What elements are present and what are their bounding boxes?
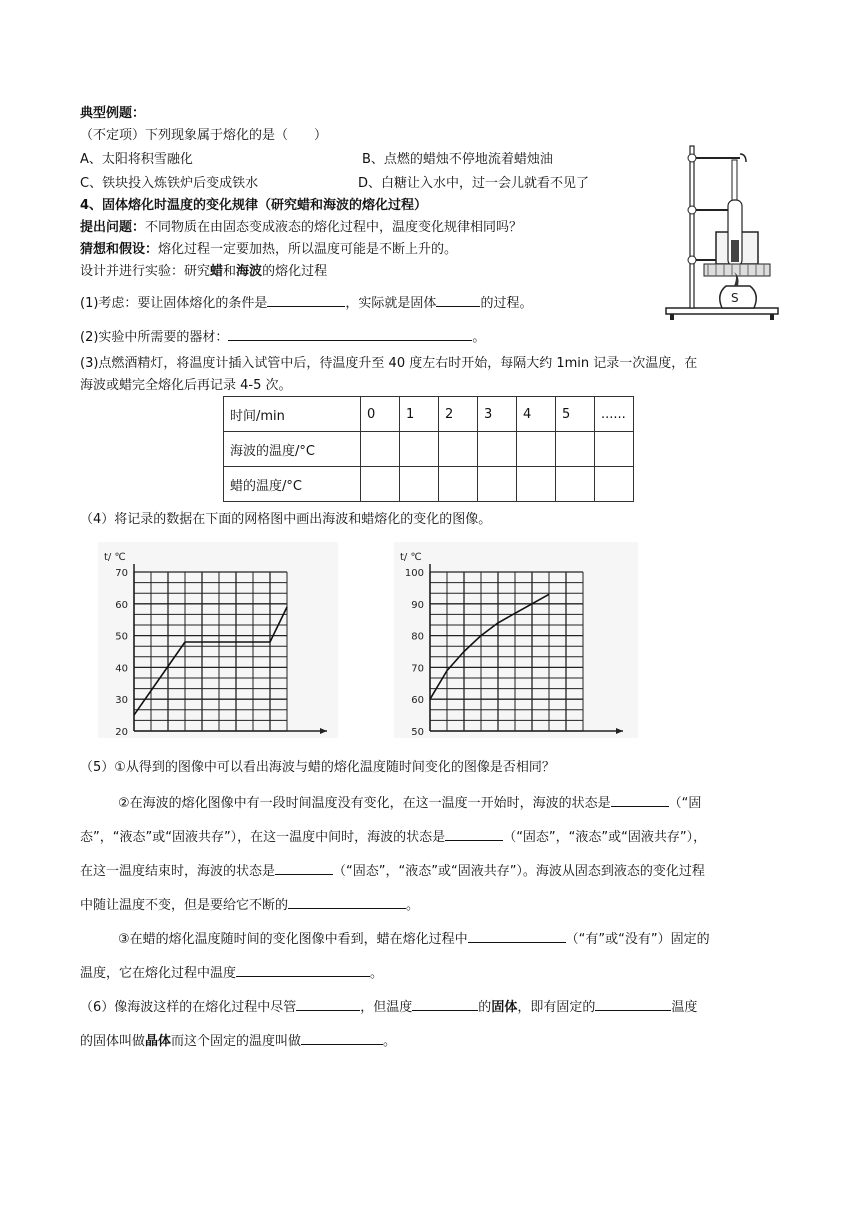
step1-line (80, 292, 532, 314)
q6-crystal: 晶体 (145, 1034, 172, 1049)
step1-text-a: (1)考虑：要让固体熔化的条件是 (80, 296, 268, 311)
hypothesis-text: 熔化过程一定要加热，所以温度可能是不断上升的。 (158, 242, 458, 257)
table-header-cell: ...... (595, 397, 634, 432)
record-table (223, 396, 634, 502)
x-tick-label (267, 737, 273, 738)
y-tick-label: 70 (411, 663, 424, 675)
table-header-cell: 4 (517, 397, 556, 432)
q5-p3-line1 (118, 928, 710, 950)
question-label: 提出问题： (80, 220, 146, 235)
q5-p3-text: 温度，它在熔化过程中温度 (80, 966, 237, 981)
step3-line1: (3)点燃酒精灯，将温度计插入试管中后，待温度升至 40 度左右时开始，每隔大约 1min 记录一次温度，在 (80, 356, 698, 371)
table-cell[interactable] (478, 467, 517, 502)
option-b: B、点燃的蜡烛不停地流着蜡烛油 (362, 152, 553, 167)
step3-line2: 海波或蜡完全熔化后再记录 4-5 次。 (80, 378, 292, 393)
q6-text: 的固体叫做 (80, 1034, 146, 1049)
q6-text: ，即有固定的 (517, 1000, 596, 1015)
table-cell[interactable] (556, 432, 595, 467)
blank-fixed-temp[interactable] (468, 928, 566, 943)
x-tick-label (529, 737, 535, 738)
q5-line1: （5）①从得到的图像中可以看出海波与蜡的熔化温度随时间变化的图像是否相同？ (80, 760, 555, 775)
y-tick-label: 80 (411, 631, 424, 643)
table-row (224, 432, 634, 467)
q5-p2-line2 (80, 826, 706, 848)
design-text: 设计并进行实验：研究 (80, 264, 211, 279)
table-header-cell: 1 (400, 397, 439, 432)
row-label-hypo: 海波的温度/°C (224, 432, 361, 467)
q5-p2-text: 态”，“液态”或“固液共存”），在这一温度中间时，海波的状态是 (80, 830, 446, 845)
y-tick-label: 90 (411, 599, 424, 611)
row-label-wax: 蜡的温度/°C (224, 467, 361, 502)
step2-text: (2)实验中所需要的器材： (80, 330, 229, 345)
q5-p2-text: 。 (406, 898, 420, 913)
y-tick-label: 50 (115, 631, 128, 643)
step2-line (80, 326, 485, 348)
q6-line2 (80, 1030, 396, 1052)
option-c: C、铁块投入炼铁炉后变成铁水 (80, 176, 259, 191)
table-cell[interactable] (439, 467, 478, 502)
table-row (224, 467, 634, 502)
table-cell[interactable] (478, 432, 517, 467)
table-cell[interactable] (439, 432, 478, 467)
table-cell[interactable] (517, 432, 556, 467)
y-tick-label: 20 (115, 727, 128, 738)
table-cell[interactable] (361, 432, 400, 467)
q6-solid: 固体 (491, 1000, 518, 1015)
q5-p2-text: （“固态”，“液态”或“固液共存”）。海波从固态到液态的变化过程 (333, 864, 705, 879)
step1-blank-process[interactable] (436, 292, 480, 307)
q5-p2-text: 中随让温度不变，但是要给它不断的 (80, 898, 289, 913)
q5-p3-text: （“有”或“没有”）固定的 (565, 932, 710, 947)
table-cell[interactable] (595, 467, 634, 502)
svg-text:S: S (731, 291, 739, 305)
question-line (80, 218, 522, 238)
q5-p3-text: 。 (370, 966, 384, 981)
x-tick-label (233, 737, 239, 738)
q6-text: （6）像海波这样的在熔化过程中尽管 (80, 1000, 297, 1015)
graph-a (98, 542, 338, 738)
step1-text-c: 的过程。 (480, 296, 533, 311)
y-tick-label: 40 (115, 663, 128, 675)
q5-p2-text: （“固态”，“液态”或“固液共存”）， (503, 830, 707, 845)
option-d: D、白糖让入水中，过一会儿就看不见了 (358, 176, 590, 191)
example-heading: 典型例题： (80, 106, 146, 121)
step4-line: （4）将记录的数据在下面的网格图中画出海波和蜡熔化的变化的图像。 (80, 512, 492, 527)
table-cell[interactable] (595, 432, 634, 467)
question-text: 不同物质在由固态变成液态的熔化过程中，温度变化规律相同吗？ (145, 220, 523, 235)
table-header-cell: 2 (439, 397, 478, 432)
q6-text: 温度 (671, 1000, 698, 1015)
y-tick-label: 50 (411, 727, 424, 738)
y-tick-label: 100 (404, 568, 424, 579)
blank-state-start[interactable] (611, 792, 669, 807)
melting-apparatus-illustration (660, 140, 784, 324)
y-tick-label: 60 (411, 695, 424, 707)
blank-state-middle[interactable] (445, 826, 503, 841)
section4-title: 4、固体熔化时温度的变化规律（研究蜡和海波的熔化过程） (80, 198, 428, 213)
q5-p2-text: ②在海波的熔化图像中有一段时间温度没有变化，在这一温度一开始时，海波的状态是 (118, 796, 611, 811)
blank-heat[interactable] (288, 894, 406, 909)
y-tick-label: 30 (115, 695, 128, 707)
design-wax: 蜡 (210, 264, 224, 279)
blank-q6-4[interactable] (301, 1030, 383, 1045)
table-cell[interactable] (361, 467, 400, 502)
q6-text: 的 (478, 1000, 492, 1015)
q6-text: 。 (383, 1034, 397, 1049)
x-tick-label (165, 737, 171, 738)
q5-p2-line4 (80, 894, 419, 916)
y-axis-label: t/ ℃ (400, 552, 422, 563)
design-and: 和 (223, 264, 237, 279)
table-header-cell: 5 (556, 397, 595, 432)
option-a: A、太阳将积雪融化 (80, 152, 193, 167)
blank-q6-3[interactable] (595, 996, 671, 1011)
hypothesis-label: 猜想和假设： (80, 242, 159, 257)
q5-p2-line3 (80, 860, 705, 882)
step1-text-b: ，实际就是固体 (345, 296, 437, 311)
design-hypo: 海波 (236, 264, 263, 279)
step2-blank-equipment[interactable] (228, 326, 472, 341)
table-cell[interactable] (400, 432, 439, 467)
design-end: 的熔化过程 (262, 264, 328, 279)
blank-q6-2[interactable] (412, 996, 478, 1011)
table-header-cell: 3 (478, 397, 517, 432)
step1-blank-condition[interactable] (267, 292, 345, 307)
table-header-cell: 时间/min (224, 397, 361, 432)
table-header-cell: 0 (361, 397, 400, 432)
table-cell[interactable] (556, 467, 595, 502)
q6-line1 (80, 996, 697, 1018)
q5-p2-line1 (118, 792, 701, 814)
x-tick-label (461, 737, 467, 738)
example-question: （不定项）下列现象属于熔化的是（ ） (80, 128, 328, 143)
step2-end: 。 (472, 330, 486, 345)
x-tick-label (495, 737, 501, 738)
q6-text: ，但温度 (360, 1000, 413, 1015)
table-header-row (224, 397, 634, 432)
x-tick-label (199, 737, 205, 738)
design-line (80, 262, 327, 282)
q5-p2-text: 在这一温度结束时，海波的状态是 (80, 864, 276, 879)
blank-state-end[interactable] (275, 860, 333, 875)
table-cell[interactable] (400, 467, 439, 502)
y-axis-label: t/ ℃ (104, 552, 126, 563)
blank-temp-change[interactable] (236, 962, 370, 977)
q5-p3-line2 (80, 962, 383, 984)
q5-p3-text: ③在蜡的熔化温度随时间的变化图像中看到，蜡在熔化过程中 (118, 932, 468, 947)
blank-q6-1[interactable] (296, 996, 360, 1011)
graph-b (394, 542, 638, 738)
q5-p2-text: （“固 (668, 796, 702, 811)
table-cell[interactable] (517, 467, 556, 502)
y-tick-label: 70 (115, 568, 128, 579)
q6-text: 而这个固定的温度叫做 (171, 1034, 302, 1049)
x-tick-label (563, 737, 569, 738)
hypothesis-line (80, 240, 457, 260)
y-tick-label: 60 (115, 599, 128, 611)
